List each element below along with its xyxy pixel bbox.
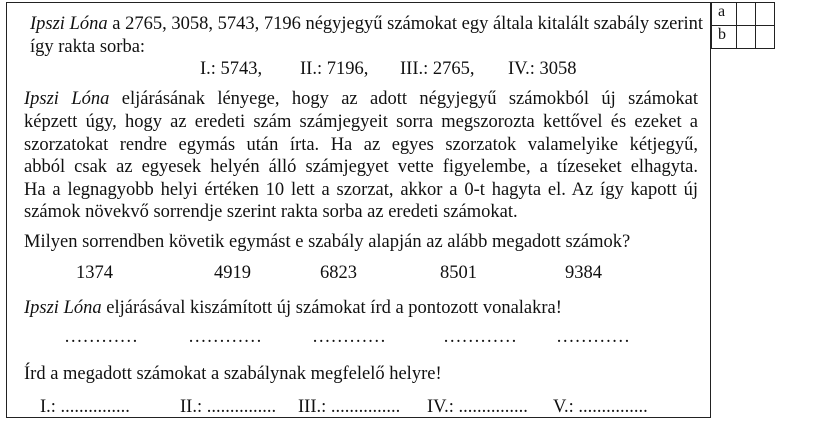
slot-4[interactable]: IV.: ............... <box>427 397 528 417</box>
intro-line-2: így rakta sorba: <box>30 37 146 57</box>
intro-line-1 <box>30 14 703 34</box>
paragraph-line-4: abból csak az egyesek helyén álló számjegyet vette figyelembe, a tízeseket elhagyta. <box>24 157 698 177</box>
number-5: 9384 <box>565 263 602 283</box>
answer-blank-5[interactable]: ………… <box>556 327 630 347</box>
paragraph-line-1 <box>24 89 698 109</box>
slot-5[interactable]: V.: ............... <box>553 397 648 417</box>
slot-1[interactable]: I.: ............... <box>40 397 130 417</box>
paragraph-line-5: Ha a legnagyobb helyi értéken 10 lett a szorzat, akkor a 0-t hagyta el. Az így kapott új <box>24 180 698 200</box>
answer-blank-2[interactable]: ………… <box>188 327 262 347</box>
score-grid <box>711 2 775 49</box>
answer-blank-4[interactable]: ………… <box>443 327 517 347</box>
score-label-a: a <box>712 3 737 26</box>
instruction-1-text: eljárásával kiszámított új számokat írd a pontozott vonalakra! <box>101 298 562 318</box>
score-box-b-2[interactable] <box>756 26 775 49</box>
number-3: 6823 <box>320 263 357 283</box>
instruction-2: Írd a megadott számokat a szabálynak megfelelő helyre! <box>24 364 442 384</box>
paragraph-line-3: szorzatokat rendre egymás után írta. Ha az egyes szorzatok valamelyike kétjegyű, <box>24 135 698 155</box>
question: Milyen sorrendben követik egymást e szabály alapján az alább megadott számok? <box>24 232 631 252</box>
character-name: Ipszi Lóna <box>24 89 110 109</box>
number-4: 8501 <box>440 263 477 283</box>
order-1: I.: 5743, <box>200 59 263 79</box>
order-4: IV.: 3058 <box>508 59 577 79</box>
number-2: 4919 <box>214 263 251 283</box>
score-box-b-1[interactable] <box>737 26 756 49</box>
slot-3[interactable]: III.: ............... <box>298 397 401 417</box>
intro-line-1-text: a 2765, 3058, 5743, 7196 négyjegyű számokat egy általa kitalált szabály szerint <box>107 14 704 34</box>
paragraph-line-2: képzett úgy, hogy az eredeti szám számjegyeit sorra megszorozta kettővel és ezeket a <box>24 112 698 132</box>
answer-blank-1[interactable]: ………… <box>64 327 138 347</box>
instruction-1 <box>24 298 562 318</box>
paragraph-line-6: számok növekvő sorrendje szerint rakta sorba az eredeti számokat. <box>24 202 518 222</box>
score-box-a-1[interactable] <box>737 3 756 26</box>
slot-2[interactable]: II.: ............... <box>180 397 277 417</box>
character-name: Ipszi Lóna <box>24 298 102 318</box>
paragraph-line-1-text: eljárásának lényege, hogy az adott négyjegyű számokból új számokat <box>109 89 698 109</box>
order-3: III.: 2765, <box>400 59 475 79</box>
order-2: II.: 7196, <box>300 59 369 79</box>
character-name: Ipszi Lóna <box>30 14 108 34</box>
number-1: 1374 <box>76 263 113 283</box>
score-label-b: b <box>712 26 737 49</box>
answer-blank-3[interactable]: ………… <box>312 327 386 347</box>
score-box-a-2[interactable] <box>756 3 775 26</box>
